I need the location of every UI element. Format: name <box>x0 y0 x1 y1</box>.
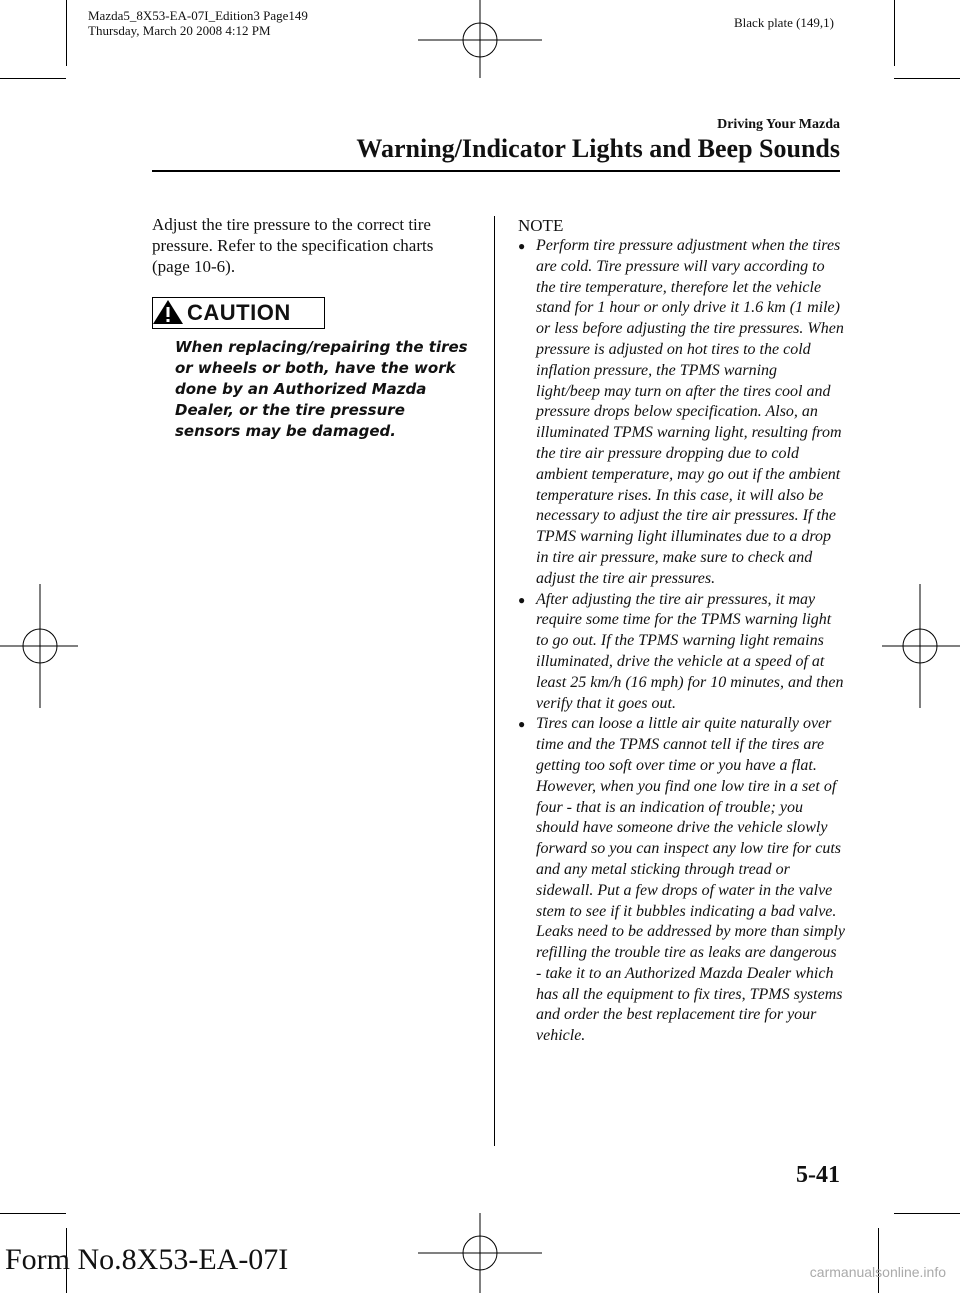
form-number: Form No.8X53-EA-07I <box>5 1243 289 1276</box>
bullet-icon: ● <box>518 239 526 253</box>
caution-box <box>152 297 325 329</box>
plate-info: Black plate (149,1) <box>734 15 834 30</box>
note-title: NOTE <box>518 216 564 235</box>
file-info <box>88 8 308 38</box>
note-section <box>515 216 845 1047</box>
note-item: ● Perform tire pressure adjustment when the tires are cold. Tire pressure will vary according to the tire temperature, therefore let the vehicle stand for 1 hour or only drive it 1.6 km (1 mile) or less before adjusting the tire pressures. When pressure is adjusted on hot tires to the cold inflation pressure, the TPMS warning light/beep may turn on after the tires cool and pressure drops below specification. Also, an illuminated TPMS warning light, resulting from the tire air pressure dropping due to cold ambient temperature, may go out if the ambient temperature rises. In this case, it will also be necessary to adjust the tire air pressures. If the TPMS warning light illuminates due to a drop in tire air pressure, make sure to check and adjust the tire air pressures. <box>518 237 844 587</box>
bullet-icon: ● <box>518 592 526 607</box>
crop-mark <box>0 1213 66 1214</box>
crop-mark <box>894 0 895 66</box>
registration-mark-right <box>878 580 960 710</box>
registration-mark-top <box>410 0 550 82</box>
note-list <box>515 236 845 1047</box>
bullet-icon: ● <box>518 717 526 732</box>
note-item: ● Tires can loose a little air quite naturally over time and the TPMS cannot tell if the tires are getting too soft over time or you have a flat. However, when you find one low tire in a set of four - that is an indication of trouble; you should have someone drive the vehicle slowly forward so you can inspect any low tire for cuts and any metal sticking through tread or sidewall. Put a few drops of water in the valve stem to see if it bubbles indicating a bad valve. Leaks need to be addressed by more than simply refilling the trouble tire as leaks are dangerous - take it to an Authorized Mazda Dealer which has all the equipment to fix tires, TPMS systems and order the best replacement tire for your vehicle. <box>518 715 845 1045</box>
caution-label: CAUTION <box>187 300 291 325</box>
section-title: Warning/Indicator Lights and Beep Sounds <box>356 134 840 163</box>
page-number: 5-41 <box>796 1162 840 1188</box>
crop-mark <box>894 78 960 79</box>
registration-mark-left <box>0 580 82 710</box>
note-item: ● After adjusting the tire air pressures, it may require some time for the TPMS warning light to go out. If the TPMS warning light remains illuminated, drive the vehicle at a speed of at least 25 km/h (16 mph) for 10 minutes, and then verify that it goes out. <box>518 590 844 712</box>
file-date: Thursday, March 20 2008 4:12 PM <box>88 23 271 38</box>
crop-mark <box>894 1213 960 1214</box>
crop-mark <box>66 0 67 66</box>
column-divider <box>494 216 495 1146</box>
watermark: carmanualsonline.info <box>809 1264 946 1280</box>
file-name: Mazda5_8X53-EA-07I_Edition3 Page149 <box>88 8 308 23</box>
intro-paragraph: Adjust the tire pressure to the correct tire pressure. Refer to the specification charts (page 10-6). <box>152 215 434 276</box>
crop-mark <box>0 78 66 79</box>
header-rule <box>152 170 840 172</box>
section-label: Driving Your Mazda <box>717 117 840 132</box>
caution-text: When replacing/repairing the tires or wheels or both, have the work done by an Authorized Mazda Dealer, or the tire pressure sensors may be damaged. <box>175 338 468 440</box>
caution-warning-icon <box>150 296 186 326</box>
crop-mark <box>878 1228 879 1293</box>
registration-mark-bottom <box>410 1213 550 1293</box>
